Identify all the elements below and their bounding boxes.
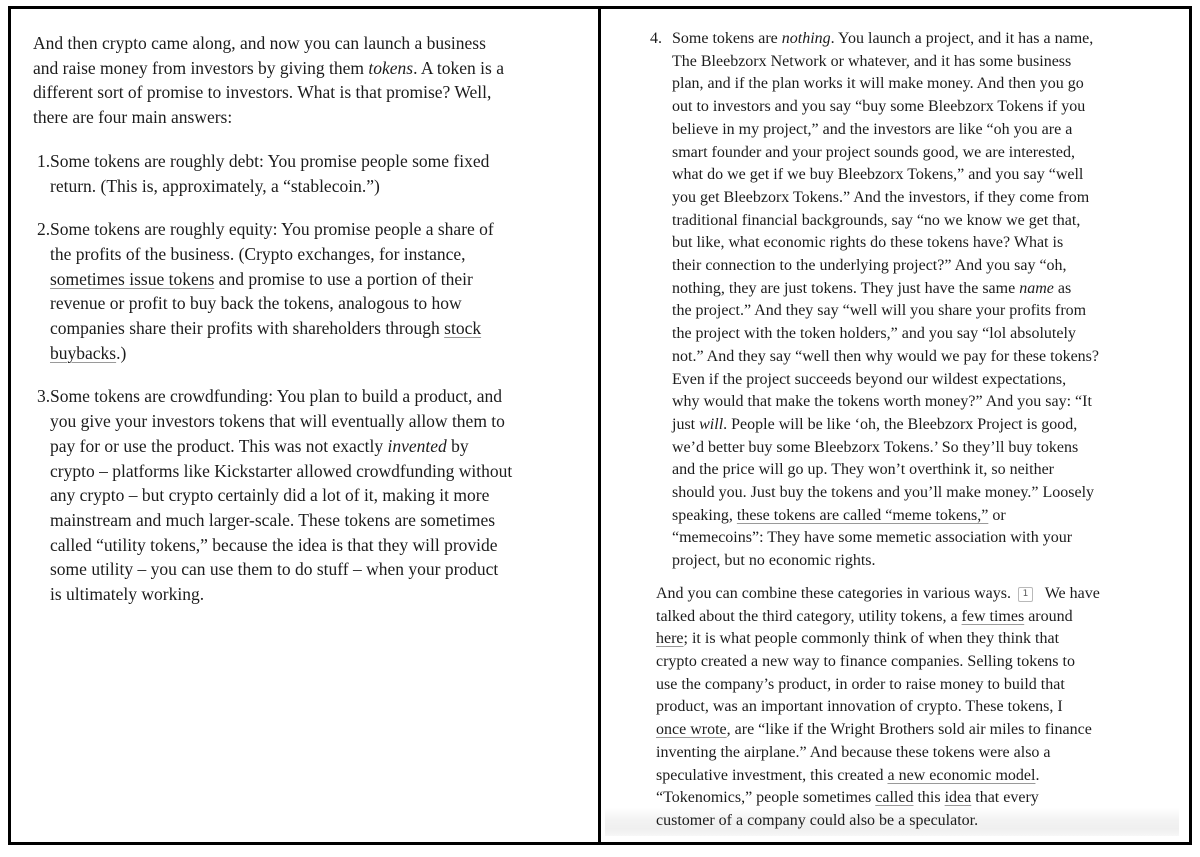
- italic-text: name: [1019, 279, 1054, 297]
- numbered-item-4: [650, 28, 1181, 573]
- plain-text: and raise money from investors by giving them: [33, 57, 369, 78]
- item-number: 4.: [650, 30, 662, 47]
- closing-paragraph: [656, 583, 1181, 833]
- plain-text: different sort of promise to investors. What is that promise? Well,: [33, 82, 492, 103]
- text-line: [656, 674, 1181, 697]
- text-line: [656, 719, 1181, 742]
- plain-text: talked about the third category, utility tokens, a: [656, 607, 962, 625]
- plain-text: companies share their profits with shareholders through: [50, 318, 445, 339]
- text-line: [672, 28, 1181, 51]
- text-line: [672, 210, 1181, 233]
- plain-text: Some tokens are roughly debt: You promise people some fixed: [50, 150, 490, 171]
- plain-text: .: [1035, 766, 1040, 784]
- plain-text: you get Bleebzorx Tokens.” And the investors, if they come from: [672, 188, 1090, 206]
- plain-text: is ultimately working.: [50, 584, 205, 605]
- plain-text: revenue or profit to buy back the tokens, analogous to how: [50, 293, 462, 314]
- plain-text: any crypto – but crypto certainly did a lot of it, making it more: [50, 485, 490, 506]
- text-line: [672, 459, 1181, 482]
- plain-text: speaking,: [672, 506, 737, 524]
- text-line: [672, 73, 1181, 96]
- plain-text: plan, and if the plan works it will make money. And then you go: [672, 75, 1084, 93]
- text-line: [33, 56, 588, 81]
- plain-text: , are “like if the Wright Brothers sold air miles to finance: [726, 721, 1092, 739]
- item-body: [50, 384, 588, 606]
- inline-link[interactable]: buybacks: [50, 342, 117, 363]
- text-line: [672, 96, 1181, 119]
- text-line: [50, 409, 588, 434]
- text-line: [50, 267, 588, 292]
- plain-text: called “utility tokens,” because the idea is that they will provide: [50, 534, 498, 555]
- inline-link[interactable]: few times: [961, 607, 1025, 625]
- plain-text: as: [1053, 279, 1072, 297]
- text-line: [672, 550, 1181, 573]
- plain-text: project, but no economic rights.: [672, 552, 876, 570]
- text-line: [656, 606, 1181, 629]
- text-line: [672, 142, 1181, 165]
- text-line: [33, 80, 588, 105]
- plain-text: the project with the token holders,” and you say “lol absolutely: [672, 325, 1076, 343]
- plain-text: . People will be like ‘oh, the Bleebzorx Project is good,: [723, 415, 1078, 433]
- plain-text: some utility – you can use them to do stuff – when your product: [50, 559, 499, 580]
- plain-text: Even if the project succeeds beyond our wildest expectations,: [672, 370, 1067, 388]
- text-line: [656, 651, 1181, 674]
- plain-text: and the price will go up. They won’t overthink it, so neither: [672, 461, 1054, 479]
- plain-text: speculative investment, this created: [656, 766, 888, 784]
- italic-text: will: [699, 415, 724, 433]
- inline-link[interactable]: idea: [944, 789, 972, 807]
- page-right: [601, 9, 1189, 842]
- plain-text: “memecoins”: They have some memetic association with your: [672, 529, 1073, 547]
- text-line: [672, 369, 1181, 392]
- text-line: [656, 628, 1181, 651]
- plain-text: nothing, they are just tokens. They just have the same: [672, 279, 1020, 297]
- item-body: [50, 149, 588, 198]
- numbered-item-3: [33, 384, 588, 606]
- text-line: [672, 527, 1181, 550]
- numbered-item-1: [33, 149, 588, 198]
- item-body: [672, 28, 1181, 573]
- text-line: [672, 51, 1181, 74]
- page-left: [11, 9, 601, 842]
- text-line: [672, 164, 1181, 187]
- text-line: [50, 557, 588, 582]
- text-line: [50, 316, 588, 341]
- plain-text: what do we get if we buy Bleebzorx Tokens,” and you say “well: [672, 166, 1084, 184]
- plain-text: The Bleebzorx Network or whatever, and it has some business: [672, 52, 1072, 70]
- text-line: [672, 505, 1181, 528]
- italic-text: tokens: [368, 57, 414, 78]
- plain-text: that every: [971, 789, 1039, 807]
- plain-text: And you can combine these categories in various ways.: [656, 584, 1016, 602]
- plain-text: we’d better buy some Bleebzorx Tokens.’ So they’ll buy tokens: [672, 438, 1079, 456]
- text-line: [50, 508, 588, 533]
- plain-text: ; it is what people commonly think of when they think that: [683, 630, 1060, 648]
- plain-text: traditional financial backgrounds, say “no we know we get that,: [672, 211, 1081, 229]
- text-line: [656, 583, 1181, 606]
- text-line: [50, 384, 588, 409]
- text-line: [672, 278, 1181, 301]
- plain-text: not.” And they say “well then why would we pay for these tokens?: [672, 347, 1100, 365]
- inline-link[interactable]: called: [875, 789, 914, 807]
- plain-text: use the company’s product, in order to raise money to build that: [656, 675, 1065, 693]
- plain-text: .): [116, 342, 127, 363]
- plain-text: this: [913, 789, 945, 807]
- text-line: [672, 346, 1181, 369]
- plain-text: “Tokenomics,” people sometimes: [656, 789, 876, 807]
- text-line: [672, 482, 1181, 505]
- inline-link[interactable]: a new economic model: [887, 766, 1036, 784]
- item-body: [50, 217, 588, 365]
- page-right-content: [650, 28, 1181, 833]
- text-line: [672, 300, 1181, 323]
- plain-text: believe in my project,” and the investors are like “oh you are a: [672, 120, 1073, 138]
- text-line: [656, 810, 1181, 833]
- plain-text: why would that make the tokens worth money?” And you say: “It: [672, 393, 1092, 411]
- plain-text: around: [1024, 607, 1073, 625]
- plain-text: you give your investors tokens that will eventually allow them to: [50, 411, 505, 432]
- intro-paragraph: [33, 31, 588, 130]
- plain-text: product, was an important innovation of crypto. These tokens, I: [656, 698, 1063, 716]
- text-line: [50, 217, 588, 242]
- italic-text: invented: [387, 435, 447, 456]
- inline-link[interactable]: once wrote: [656, 721, 727, 739]
- plain-text: . A token is a: [413, 57, 504, 78]
- text-line: [656, 696, 1181, 719]
- text-line: [50, 291, 588, 316]
- plain-text: and promise to use a portion of their: [214, 268, 473, 289]
- italic-text: nothing: [781, 30, 831, 47]
- text-line: [50, 582, 588, 607]
- plain-text: but like, what economic rights do these tokens have? What is: [672, 234, 1064, 252]
- plain-text: . You launch a project, and it has a name,: [830, 30, 1094, 47]
- item-number: 2.: [37, 219, 51, 240]
- item-number: 3.: [37, 386, 51, 407]
- plain-text: there are four main answers:: [33, 107, 233, 128]
- text-line: [672, 232, 1181, 255]
- numbered-item-2: [33, 217, 588, 365]
- text-line: [672, 255, 1181, 278]
- text-line: [672, 437, 1181, 460]
- plain-text: the profits of the business. (Crypto exchanges, for instance,: [50, 243, 466, 264]
- text-line: [50, 242, 588, 267]
- plain-text: pay for or use the product. This was not exactly: [50, 435, 388, 456]
- item-number: 1.: [37, 150, 51, 171]
- document-frame: [8, 6, 1192, 845]
- inline-link[interactable]: stock: [444, 318, 482, 339]
- inline-link[interactable]: these tokens are called “meme tokens,”: [736, 506, 989, 524]
- plain-text: inventing the airplane.” And because these tokens were also a: [656, 743, 1051, 761]
- text-line: [672, 323, 1181, 346]
- plain-text: mainstream and much larger-scale. These tokens are sometimes: [50, 509, 496, 530]
- inline-link[interactable]: here: [656, 630, 684, 648]
- plain-text: Some tokens are crowdfunding: You plan to build a product, and: [50, 386, 503, 407]
- plain-text: We have: [1037, 584, 1100, 602]
- plain-text: should you. Just buy the tokens and you’ll make money.” Loosely: [672, 484, 1095, 502]
- plain-text: smart founder and your project sounds good, we are interested,: [672, 143, 1075, 161]
- plain-text: just: [672, 415, 700, 433]
- text-line: [50, 174, 588, 199]
- text-line: [33, 105, 588, 130]
- plain-text: crypto created a new way to finance companies. Selling tokens to: [656, 652, 1075, 670]
- plain-text: return. (This is, approximately, a “stablecoin.”): [50, 175, 380, 196]
- plain-text: the project.” And they say “well will you share your profits from: [672, 302, 1087, 320]
- text-line: [50, 434, 588, 459]
- text-line: [50, 483, 588, 508]
- text-line: [672, 391, 1181, 414]
- plain-text: And then crypto came along, and now you can launch a business: [33, 33, 486, 53]
- text-line: [656, 742, 1181, 765]
- plain-text: their connection to the underlying project?” And you say “oh,: [672, 257, 1067, 275]
- text-line: [50, 341, 588, 366]
- plain-text: out to investors and you say “buy some Bleebzorx Tokens if you: [672, 98, 1086, 116]
- plain-text: Some tokens are roughly equity: You promise people a share of: [50, 219, 494, 240]
- plain-text: Some tokens are: [672, 30, 782, 47]
- text-line: [656, 765, 1181, 788]
- footnote-marker[interactable]: 1: [1018, 587, 1033, 602]
- text-line: [50, 459, 588, 484]
- plain-text: crypto – platforms like Kickstarter allowed crowdfunding without: [50, 460, 513, 481]
- text-line: [672, 119, 1181, 142]
- plain-text: by: [446, 435, 469, 456]
- plain-text: customer of a company could also be a speculator.: [656, 811, 979, 829]
- text-line: [33, 31, 588, 56]
- text-line: [672, 414, 1181, 437]
- text-line: [672, 187, 1181, 210]
- plain-text: or: [988, 506, 1006, 524]
- text-line: [50, 149, 588, 174]
- text-line: [50, 533, 588, 558]
- inline-link[interactable]: sometimes issue tokens: [50, 268, 215, 289]
- text-line: [656, 787, 1181, 810]
